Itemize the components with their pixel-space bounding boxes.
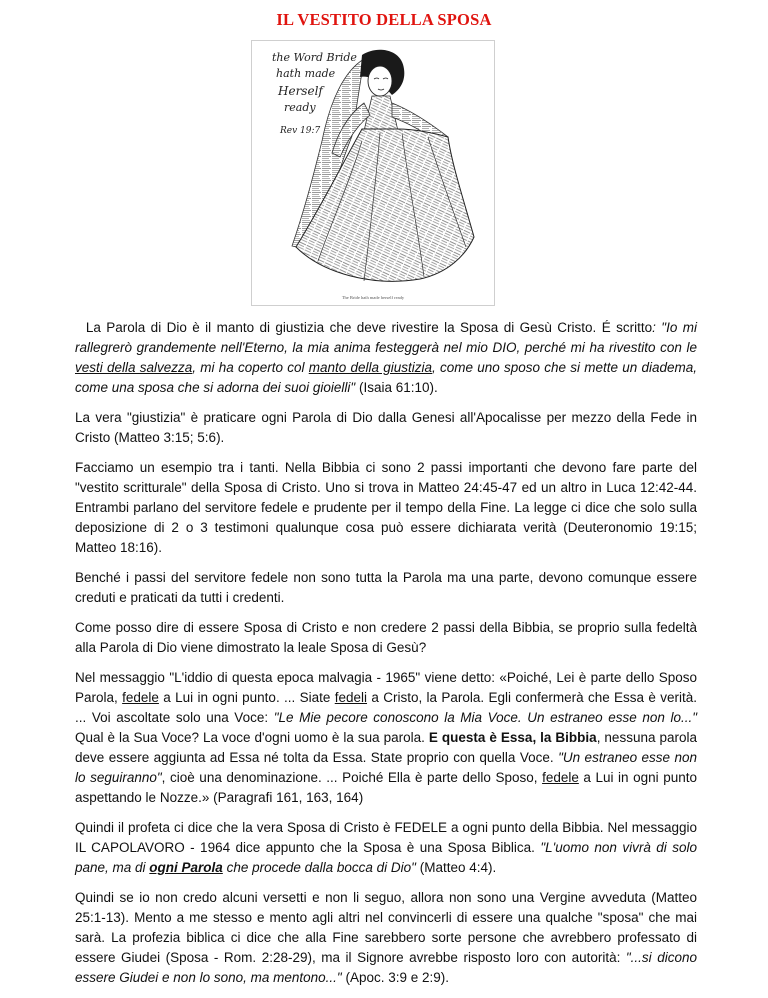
p1-c: vesti della salvezza	[75, 360, 193, 375]
paragraph-8	[75, 888, 697, 988]
p7-b: "L'uomo non vivrà di solo pane, ma di	[75, 840, 697, 875]
p6-j: "Un estraneo esse non lo seguiranno"	[75, 750, 697, 785]
p1-b: : "Io mi rallegrerò grandemente nell'Eterno, la mia anima festeggerà nel mio DIO, perché mi ha rivestito con le	[75, 320, 697, 355]
handwriting-line-4: ready	[284, 101, 316, 114]
p6-m: a Lui in ogni punto aspettando le Nozze.» (Paragrafi 161, 163, 164)	[75, 770, 697, 805]
handwriting-line-5: Rev 19:7	[280, 126, 321, 136]
page-title: IL VESTITO DELLA SPOSA	[276, 10, 492, 29]
body-text	[75, 318, 697, 998]
paragraph-5: Come posso dire di essere Sposa di Cristo e non credere 2 passi della Bibbia, se proprio sulla fedeltà alla Parola di Dio viene dimostrato la leale Sposa di Gesù?	[75, 620, 697, 655]
bride-illustration	[251, 40, 495, 306]
p6-f: "Le Mie pecore conoscono la Mia Voce. Un estraneo esse non lo..."	[273, 710, 698, 725]
p6-d: fedeli	[334, 690, 368, 705]
p7-e: (Matteo 4:4).	[415, 860, 497, 875]
p6-k: , cioè una denominazione. ... Poiché Ella è parte dello Sposo,	[161, 770, 543, 785]
paragraph-1	[75, 318, 697, 398]
p1-g: (Isaia 61:10).	[355, 380, 438, 395]
paragraph-3: Facciamo un esempio tra i tanti. Nella Bibbia ci sono 2 passi importanti che devono fare parte del "vestito scritturale" della Sposa di Cristo. Uno si trova in Matteo 24:45-47 ed un altro in Luca 12:42-44. Entrambi parlano del servitore fedele e prudente per il tempo della Fine. La legge ci dice che solo sulla deposizione di 2 o 3 testimoni qualunque cosa può essere dichiarata verità (Deuteronomio 19:15; Matteo 18:16).	[75, 460, 697, 555]
p1-e: manto della giustizia	[308, 360, 432, 375]
p1-f: , come uno sposo che si mette un diadema, come una sposa che si adorna dei suoi gioielli"	[75, 360, 697, 395]
p7-d: che procede dalla bocca di Dio"	[222, 860, 416, 875]
illustration-caption: The Bride hath made herself ready	[341, 295, 405, 300]
p6-e: a Cristo, la Parola. Egli confermerà che Essa è verità. ... Voi ascoltate solo una Voce:	[75, 690, 698, 725]
p6-i: , nessuna parola deve essere aggiunta ad Essa né tolta da Essa. State proprio con quella Voce.	[75, 730, 697, 765]
p6-h: E questa è Essa, la Bibbia	[428, 730, 597, 745]
p6-c: a Lui in ogni punto. ... Siate	[158, 690, 335, 705]
paragraph-6	[75, 668, 697, 808]
p6-g: Qual è la Sua Voce? La voce d'ogni uomo è la sua parola.	[75, 730, 429, 745]
handwriting-line-1: the Word Bride	[272, 51, 357, 64]
p1-a: La Parola di Dio è il manto di giustizia che deve rivestire la Sposa di Gesù Cristo. É scritto	[85, 320, 653, 335]
p6-b: fedele	[122, 690, 159, 705]
bride-drawing	[252, 41, 494, 305]
p8-a: Quindi se io non credo alcuni versetti e non li seguo, allora non sono una Vergine avveduta (Matteo 25:1-13). Mento a me stesso e mento agli altri nel convincerli di essere una qualche "sposa" che mai sarà. La profezia biblica ci dice che alla Fine sarebbero sorte persone che avrebbero professato di essere Giudei (Sposa - Rom. 2:28-29), ma il Signore avrebbe risposto loro con autorità:	[75, 890, 697, 965]
p7-a: Quindi il profeta ci dice che la vera Sposa di Cristo è FEDELE a ogni punto della Bibbia. Nel messaggio IL CAPOLAVORO - 1964 dice appunto che la Sposa è una Sposa Biblica.	[75, 820, 697, 855]
handwriting-line-2: hath made	[276, 67, 336, 80]
handwriting-line-3: Herself	[278, 84, 323, 98]
p6-l: fedele	[542, 770, 579, 785]
paragraph-2: La vera "giustizia" è praticare ogni Parola di Dio dalla Genesi all'Apocalisse per mezzo della Fede in Cristo (Matteo 3:15; 5:6).	[75, 410, 697, 445]
p8-b: "...si dicono essere Giudei e non lo sono, ma mentono..."	[75, 950, 697, 985]
p1-d: , mi ha coperto col	[192, 360, 309, 375]
paragraph-7	[75, 818, 697, 878]
p6-a: Nel messaggio "L'iddio di questa epoca malvagia - 1965" viene detto: «Poiché, Lei è parte dello Sposo Parola,	[75, 670, 697, 705]
paragraph-4: Benché i passi del servitore fedele non sono tutta la Parola ma una parte, devono comunque essere creduti e praticati da tutti i credenti.	[75, 570, 697, 605]
p7-c: ogni Parola	[149, 860, 223, 875]
p8-c: (Apoc. 3:9 e 2:9).	[341, 970, 450, 985]
